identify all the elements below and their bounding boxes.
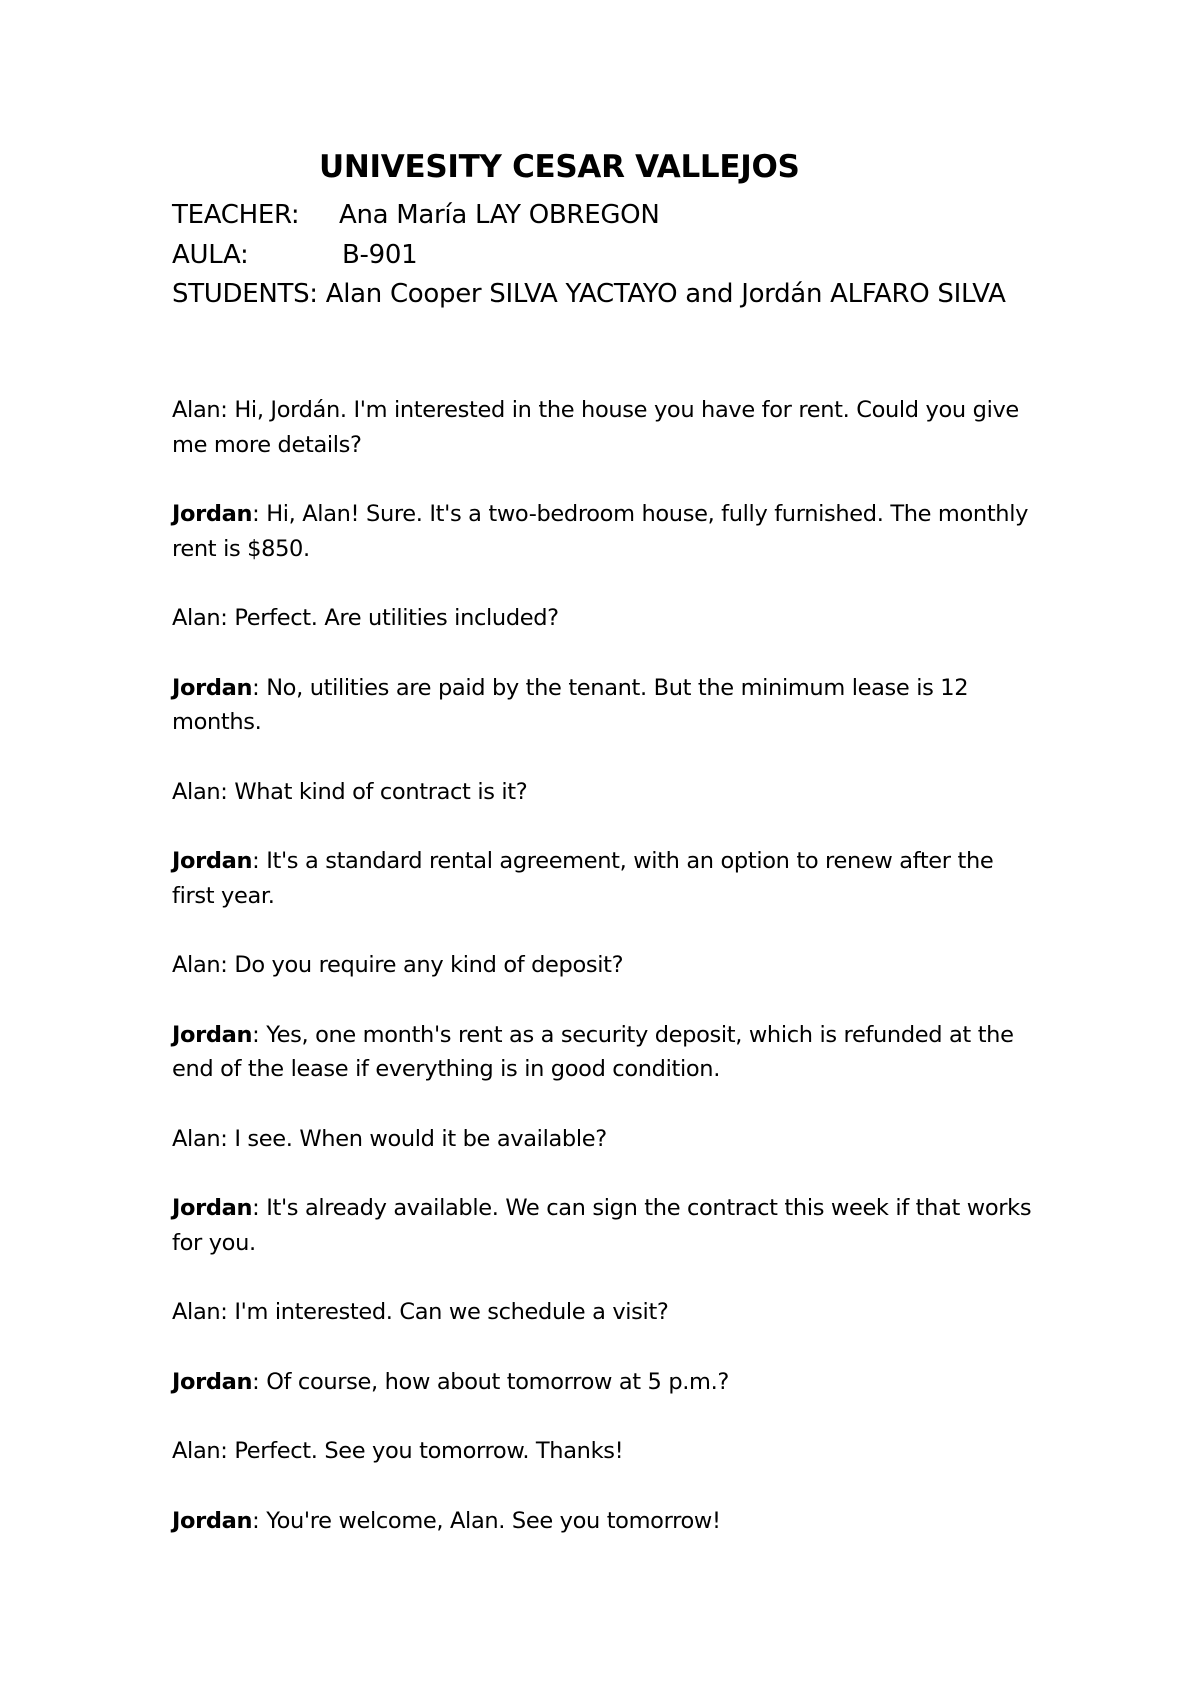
dialogue-turn: Jordan: You're welcome, Alan. See you tomorrow! bbox=[172, 1507, 721, 1534]
speaker-name: Jordan bbox=[172, 1507, 253, 1534]
dialogue-turn: Alan: What kind of contract is it? bbox=[172, 778, 528, 805]
dialogue-text: I'm interested. Can we schedule a visit? bbox=[234, 1299, 669, 1325]
dialogue-turn: Alan: Perfect. Are utilities included? bbox=[172, 605, 559, 631]
dialogue-turn: Jordan: Of course, how about tomorrow at 5 p.m.? bbox=[172, 1368, 730, 1395]
speaker-name: Alan bbox=[172, 605, 221, 631]
speaker-name: Alan bbox=[172, 952, 221, 978]
students-line bbox=[172, 275, 1032, 315]
speaker-name: Jordan bbox=[172, 1195, 253, 1221]
dialogue-text: It's already available. We can sign the contract this week if that works for you. bbox=[172, 1195, 1032, 1256]
dialogue-text: Hi, Jordán. I'm interested in the house you have for rent. Could you give me more details? bbox=[172, 397, 1019, 458]
speaker-name: Alan bbox=[172, 397, 221, 423]
dialogue-turn: Jordan: Hi, Alan! Sure. It's a two-bedroom house, fully furnished. The monthly rent is $850. bbox=[172, 501, 1029, 562]
dialogue-text: Yes, one month's rent as a security deposit, which is refunded at the end of the lease if everything is in good condition. bbox=[172, 1021, 1014, 1082]
dialogue-text: Of course, how about tomorrow at 5 p.m.? bbox=[266, 1368, 730, 1395]
speaker-name: Jordan bbox=[172, 674, 253, 701]
dialogue-turn: Jordan: No, utilities are paid by the tenant. But the minimum lease is 12 months. bbox=[172, 674, 969, 735]
dialogue-text: What kind of contract is it? bbox=[234, 778, 528, 805]
dialogue-turn: Alan: I'm interested. Can we schedule a visit? bbox=[172, 1299, 669, 1325]
teacher-line bbox=[172, 196, 1032, 236]
document-header bbox=[172, 196, 1032, 315]
speaker-name: Alan bbox=[172, 1299, 221, 1325]
students-label: STUDENTS: bbox=[172, 279, 318, 309]
dialogue-text: You're welcome, Alan. See you tomorrow! bbox=[266, 1507, 721, 1534]
teacher-label: TEACHER: bbox=[172, 200, 300, 230]
dialogue-turn: Jordan: Yes, one month's rent as a security deposit, which is refunded at the end of the lease if everything is in good condition. bbox=[172, 1021, 1014, 1082]
dialogue-text: It's a standard rental agreement, with an option to renew after the first year. bbox=[172, 848, 994, 909]
speaker-name: Alan bbox=[172, 1125, 221, 1152]
teacher-value: Ana María LAY OBREGON bbox=[339, 200, 660, 230]
speaker-name: Jordan bbox=[172, 1021, 253, 1048]
speaker-name: Jordan bbox=[172, 1368, 253, 1395]
aula-value: B-901 bbox=[342, 239, 418, 270]
dialogue-text: Perfect. See you tomorrow. Thanks! bbox=[234, 1438, 624, 1464]
document-title: UNIVESITY CESAR VALLEJOS bbox=[319, 149, 800, 185]
speaker-name: Alan bbox=[172, 778, 221, 805]
aula-label: AULA: bbox=[172, 239, 249, 270]
dialogue-turn: Alan: Hi, Jordán. I'm interested in the house you have for rent. Could you give me more details? bbox=[172, 397, 1019, 458]
speaker-name: Jordan bbox=[172, 848, 253, 874]
speaker-name: Jordan bbox=[172, 501, 253, 527]
dialogue-text: Hi, Alan! Sure. It's a two-bedroom house, fully furnished. The monthly rent is $850. bbox=[172, 501, 1029, 562]
students-value: Alan Cooper SILVA YACTAYO and Jordán ALFARO SILVA bbox=[325, 279, 1006, 309]
speaker-name: Alan bbox=[172, 1438, 221, 1464]
aula-line bbox=[172, 236, 1032, 276]
dialogue-turn: Alan: Perfect. See you tomorrow. Thanks! bbox=[172, 1438, 624, 1464]
dialogue-turn: Alan: I see. When would it be available? bbox=[172, 1125, 607, 1152]
dialogue-turn: Alan: Do you require any kind of deposit? bbox=[172, 952, 624, 978]
dialogue bbox=[172, 393, 1032, 1573]
dialogue-text: Perfect. Are utilities included? bbox=[234, 605, 559, 631]
dialogue-text: Do you require any kind of deposit? bbox=[234, 952, 624, 978]
dialogue-turn: Jordan: It's a standard rental agreement, with an option to renew after the first year. bbox=[172, 848, 994, 909]
dialogue-text: I see. When would it be available? bbox=[234, 1125, 607, 1152]
dialogue-turn: Jordan: It's already available. We can sign the contract this week if that works for you. bbox=[172, 1195, 1032, 1256]
dialogue-text: No, utilities are paid by the tenant. But the minimum lease is 12 months. bbox=[172, 674, 969, 735]
